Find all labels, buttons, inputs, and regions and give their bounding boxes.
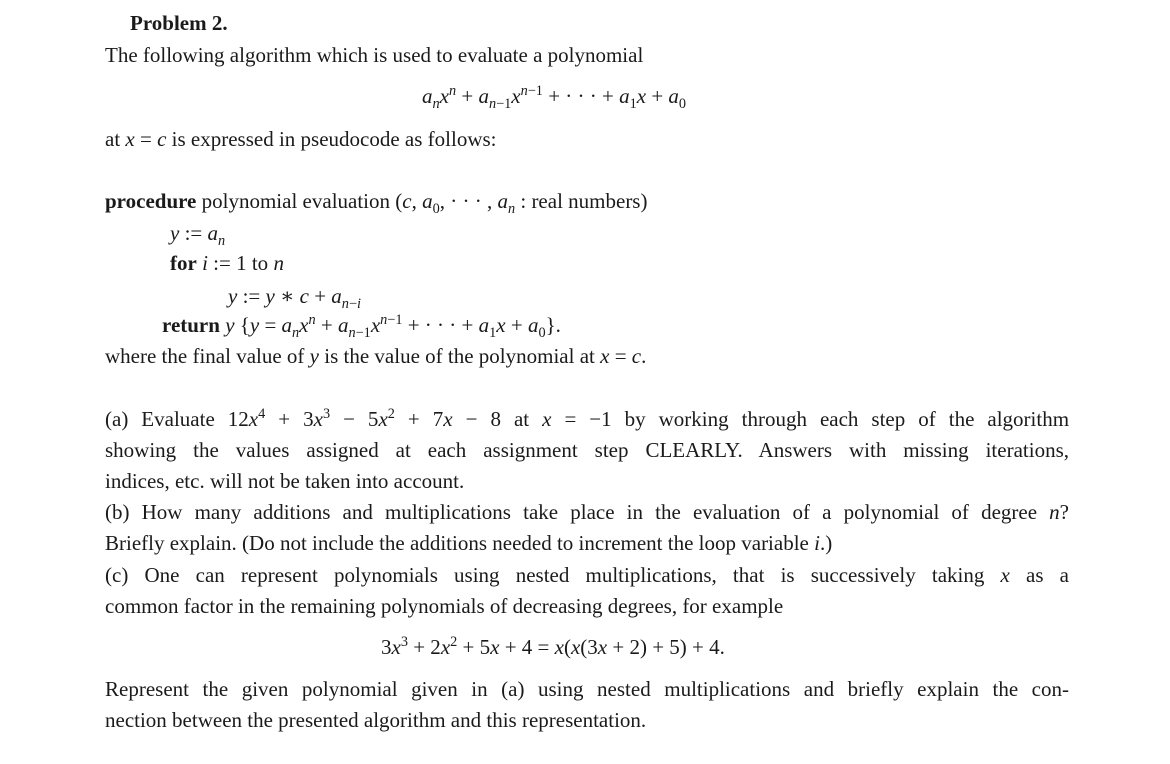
part-b-line-2: Briefly explain. (Do not include the additions needed to increment the loop variable i.) bbox=[105, 531, 833, 555]
closing-line-2: nection between the presented algorithm and this representation. bbox=[105, 708, 647, 732]
procedure-keyword: procedure bbox=[105, 189, 197, 213]
where-text: where the final value of y is the value of the polynomial at x = c. bbox=[105, 344, 647, 368]
init-line: y := $a_n$ bbox=[170, 221, 226, 249]
nested-example: $3x^3 + 2x^2 + 5x + 4 = x(x(3x + 2) + 5) + 4$. bbox=[381, 634, 725, 659]
closing-line-1: Represent the given polynomial given in (a) using nested multiplications and briefly explain the con- bbox=[105, 677, 1069, 701]
part-c-line-2: common factor in the remaining polynomials of decreasing degrees, for example bbox=[105, 594, 784, 618]
part-b-line-1: (b) How many additions and multiplications take place in the evaluation of a polynomial of degree n? bbox=[105, 500, 1069, 524]
part-c-line-1: (c) One can represent polynomials using nested multiplications, that is successively taking x as a bbox=[105, 563, 1069, 587]
loop-body-line: y := y ∗ $c + a_{n-i}$ bbox=[228, 284, 361, 312]
problem-heading: Problem 2. bbox=[130, 11, 228, 35]
for-keyword: for bbox=[170, 251, 197, 275]
return-keyword: return bbox=[162, 313, 220, 337]
intro-text: The following algorithm which is used to evaluate a polynomial bbox=[105, 43, 644, 67]
part-a-line-3: indices, etc. will not be taken into account. bbox=[105, 469, 465, 493]
procedure-line: procedure polynomial evaluation (c, $a_0$, · · · , $a_n$ : real numbers) bbox=[105, 189, 648, 217]
part-a-line-2: showing the values assigned at each assignment step CLEARLY. Answers with missing iterations, bbox=[105, 438, 1069, 462]
for-line: for i := 1 to n bbox=[170, 251, 284, 275]
return-line: return y {$y = a_nx^n + a_{n-1}x^{n-1}$ + · · · + $a_1x + a_0$}. bbox=[162, 312, 561, 341]
at-text: at x = c is expressed in pseudocode as follows: bbox=[105, 127, 497, 151]
polynomial-display: $a_nx^n + a_{n-1}x^{n-1}$ + · · · + $a_1x + a_0$ bbox=[422, 83, 687, 112]
part-a-line-1: (a) Evaluate $12x^4 + 3x^3 - 5x^2 + 7x - 8$ at x = −1 by working through each step of the algorithm bbox=[105, 406, 1070, 431]
